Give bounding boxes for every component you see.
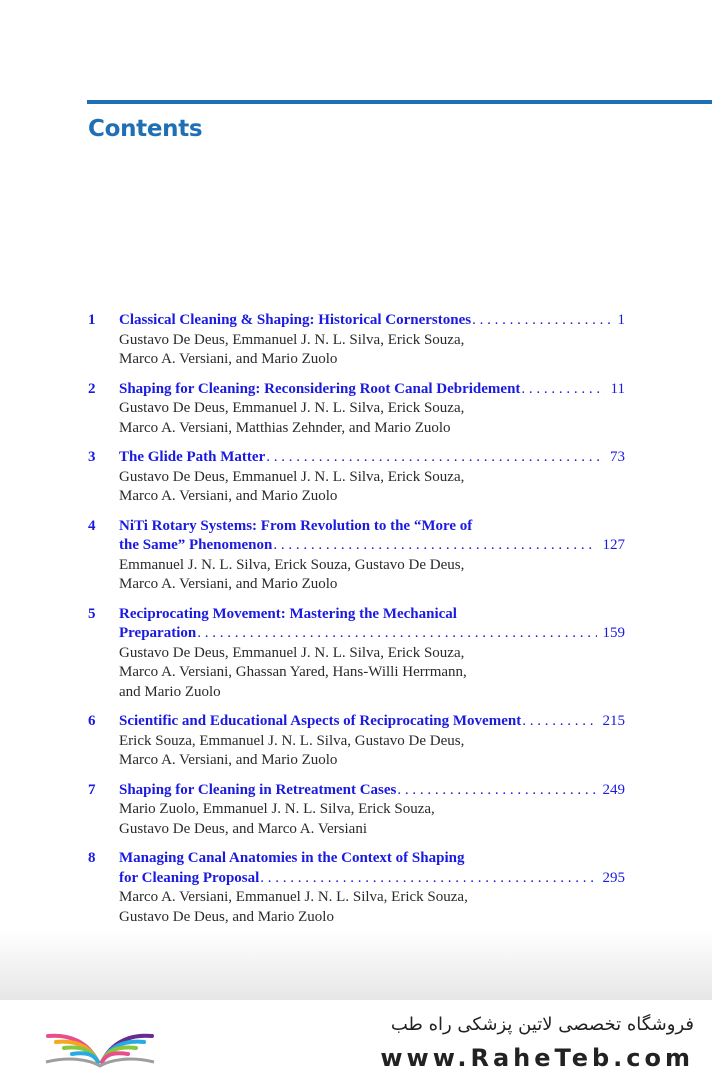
chapter-authors: Marco A. Versiani, and Mario Zuolo (119, 351, 338, 367)
chapter-authors: and Mario Zuolo (119, 683, 221, 700)
chapter-authors: Marco A. Versiani, Matthias Zehnder, and Mario Zuolo (119, 419, 451, 436)
chapter-title[interactable]: Managing Canal Anatomies in the Context of Shaping (119, 850, 465, 866)
dot-leader (266, 448, 604, 468)
chapter-number: 6 (88, 713, 96, 729)
open-book-logo-icon (40, 1012, 160, 1072)
toc-entry-body (119, 517, 625, 595)
chapter-title-line (119, 380, 625, 400)
toc-entry-body (119, 448, 625, 507)
dot-leader (521, 380, 604, 400)
chapter-title-line (119, 605, 625, 625)
chapter-authors: Gustavo De Deus, Emmanuel J. N. L. Silva, Erick Souza, (119, 331, 465, 348)
toc-entry[interactable] (88, 448, 625, 507)
chapter-authors: Marco A. Versiani, and Mario Zuolo (119, 752, 338, 768)
chapter-title-line (119, 712, 625, 732)
toc-entry-body (119, 311, 625, 370)
chapter-title[interactable]: Shaping for Cleaning: Reconsidering Root Canal Debridement (119, 380, 521, 397)
chapter-number: 4 (88, 517, 96, 534)
chapter-authors: Gustavo De Deus, Emmanuel J. N. L. Silva, Erick Souza, (119, 468, 465, 485)
chapter-title-line (119, 781, 625, 801)
chapter-title-line (119, 849, 625, 869)
toc-entry[interactable] (88, 712, 625, 771)
page-number[interactable]: 295 (602, 869, 625, 886)
chapter-number: 1 (88, 312, 96, 328)
toc-entry-body (119, 781, 625, 840)
dot-leader (472, 311, 611, 331)
chapter-authors: Marco A. Versiani, and Mario Zuolo (119, 488, 338, 504)
chapter-authors: Gustavo De Deus, Emmanuel J. N. L. Silva, Erick Souza, (119, 644, 465, 661)
chapter-title-line (119, 536, 625, 556)
chapter-title-line (119, 517, 625, 537)
page-number[interactable]: 73 (610, 449, 625, 465)
heading-rule (87, 100, 712, 104)
toc-entry-body (119, 849, 625, 927)
chapter-number: 5 (88, 605, 96, 622)
chapter-authors: Mario Zuolo, Emmanuel J. N. L. Silva, Erick Souza, (119, 801, 435, 817)
chapter-authors: Erick Souza, Emmanuel J. N. L. Silva, Gustavo De Deus, (119, 732, 465, 749)
table-of-contents (88, 311, 625, 937)
toc-entry[interactable] (88, 380, 625, 439)
watermark-footer (0, 1000, 712, 1079)
chapter-title[interactable]: for Cleaning Proposal (119, 869, 260, 886)
chapter-title[interactable]: Reciprocating Movement: Mastering the Mechanical (119, 605, 457, 622)
page-number[interactable]: 1 (617, 312, 625, 328)
chapter-title[interactable]: Shaping for Cleaning in Retreatment Cases (119, 781, 397, 798)
dot-leader (260, 869, 596, 889)
chapter-title-line (119, 869, 625, 889)
dot-leader (522, 712, 596, 732)
dot-leader (397, 781, 596, 801)
chapter-authors: Emmanuel J. N. L. Silva, Erick Souza, Gustavo De Deus, (119, 556, 465, 573)
toc-entry[interactable] (88, 605, 625, 703)
chapter-title[interactable]: Classical Cleaning & Shaping: Historical Cornerstones (119, 312, 472, 328)
chapter-title[interactable]: Preparation (119, 625, 197, 641)
chapter-title-line (119, 448, 625, 468)
toc-entry[interactable] (88, 849, 625, 927)
site-url[interactable]: www.RaheTeb.com (380, 1044, 694, 1072)
toc-entry[interactable] (88, 311, 625, 370)
toc-entry[interactable] (88, 781, 625, 840)
chapter-number: 2 (88, 380, 96, 397)
chapter-number: 7 (88, 781, 96, 798)
chapter-authors: Marco A. Versiani, and Mario Zuolo (119, 576, 338, 592)
toc-entry[interactable] (88, 517, 625, 595)
page-number[interactable]: 11 (610, 380, 625, 397)
page-number[interactable]: 215 (602, 713, 625, 729)
chapter-authors: Marco A. Versiani, Emmanuel J. N. L. Silva, Erick Souza, (119, 889, 468, 905)
chapter-authors: Gustavo De Deus, Emmanuel J. N. L. Silva, Erick Souza, (119, 400, 465, 416)
chapter-title[interactable]: NiTi Rotary Systems: From Revolution to the “More of (119, 517, 473, 534)
toc-entry-body (119, 380, 625, 439)
shop-name: فروشگاه تخصصی لاتین پزشکی راه طب (390, 1014, 694, 1035)
page-title: Contents (88, 116, 203, 142)
toc-entry-body (119, 605, 625, 703)
chapter-authors: Gustavo De Deus, and Mario Zuolo (119, 908, 334, 925)
page-number[interactable]: 249 (602, 781, 625, 798)
chapter-title[interactable]: Scientific and Educational Aspects of Reciprocating Movement (119, 713, 522, 729)
chapter-title[interactable]: the Same” Phenomenon (119, 537, 273, 553)
chapter-authors: Gustavo De Deus, and Marco A. Versiani (119, 820, 368, 837)
dot-leader (273, 536, 596, 556)
chapter-number: 3 (88, 449, 96, 465)
dot-leader (197, 624, 596, 644)
page-number[interactable]: 127 (602, 537, 625, 553)
chapter-title-line (119, 311, 625, 331)
page-number[interactable]: 159 (602, 625, 625, 641)
chapter-title-line (119, 624, 625, 644)
chapter-title[interactable]: The Glide Path Matter (119, 449, 266, 465)
chapter-authors: Marco A. Versiani, Ghassan Yared, Hans-Willi Herrmann, (119, 664, 467, 680)
chapter-number: 8 (88, 850, 96, 866)
page-bottom-shadow (0, 930, 712, 1000)
toc-entry-body (119, 712, 625, 771)
